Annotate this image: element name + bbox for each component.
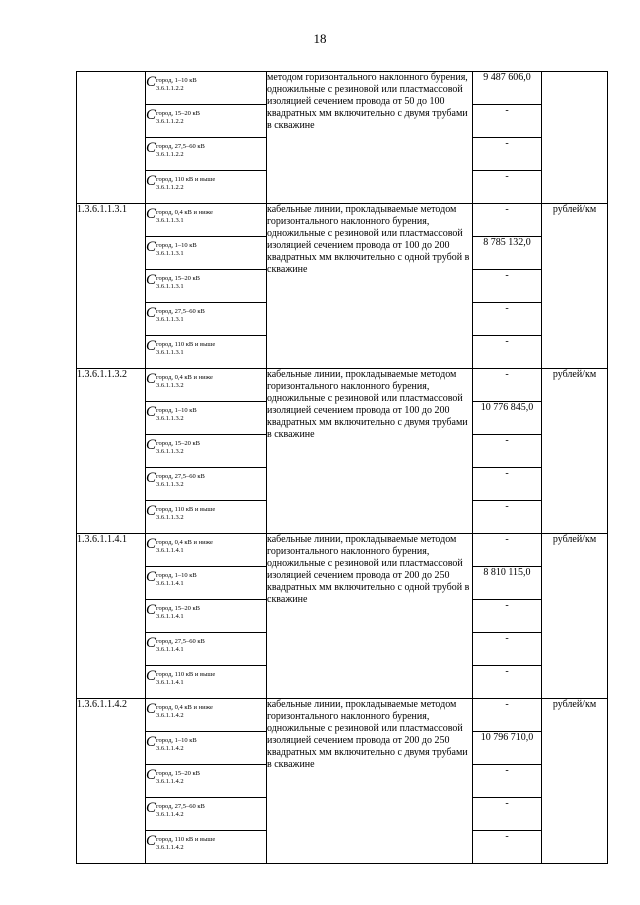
rate-value: 8 810 115,0 [473,567,542,600]
item-code: 1.3.6.1.1.3.2 [77,369,146,534]
formula-superscript: город, 1–10 кВ [156,572,197,579]
formula-superscript: город, 15–20 кВ [156,440,201,447]
formula-symbol: C [146,206,157,222]
item-description: кабельные линии, прокладываемые методом горизонтального наклонного бурения, одножильные с резиновой или пластмассовой изоляцией сечением провода от 100 до 200 квадратных мм включительно с одной трубой в скважине [267,204,473,369]
formula-symbol: C [146,239,157,255]
formula-symbol: C [146,338,157,354]
formula-superscript: город, 0,4 кВ и ниже [156,374,213,381]
rate-formula-cell [146,468,267,501]
formula-indices [156,605,200,621]
item-description: кабельные линии, прокладываемые методом горизонтального наклонного бурения, одножильные с резиновой или пластмассовой изоляцией сечением провода от 100 до 200 квадратных мм включительно с двумя трубами в скважине [267,369,473,534]
rate-value: 10 776 845,0 [473,402,542,435]
formula-indices [156,143,205,159]
formula-symbol: C [146,800,157,816]
formula-subscript: 3.6.1.1.4.1 [156,580,184,587]
rate-formula [146,602,266,621]
formula-superscript: город, 1–10 кВ [156,77,197,84]
rate-formula-cell [146,303,267,336]
formula-indices [156,275,200,291]
rate-formula [146,635,266,654]
rate-formula-cell [146,501,267,534]
rate-formula-cell [146,567,267,600]
formula-indices [156,407,197,423]
formula-subscript: 3.6.1.1.3.1 [156,250,184,257]
formula-symbol: C [146,470,157,486]
formula-subscript: 3.6.1.1.4.2 [156,778,184,785]
rate-formula-cell [146,600,267,633]
rate-formula [146,470,266,489]
rate-formula-cell [146,666,267,699]
formula-symbol: C [146,107,157,123]
formula-subscript: 3.6.1.1.4.1 [156,646,184,653]
rate-formula [146,107,266,126]
formula-indices [156,638,205,654]
formula-symbol: C [146,404,157,420]
formula-subscript: 3.6.1.1.4.1 [156,547,184,554]
rate-formula [146,371,266,390]
formula-indices [156,110,200,126]
rate-formula [146,206,266,225]
formula-indices [156,836,215,852]
rate-formula [146,74,266,93]
rate-formula-cell [146,270,267,303]
formula-symbol: C [146,503,157,519]
formula-subscript: 3.6.1.1.3.1 [156,283,184,290]
rate-formula [146,536,266,555]
formula-subscript: 3.6.1.1.2.2 [156,85,184,92]
formula-subscript: 3.6.1.1.3.2 [156,448,184,455]
rate-value: - [473,600,542,633]
formula-superscript: город, 15–20 кВ [156,275,201,282]
rate-formula [146,800,266,819]
rate-formula [146,437,266,456]
formula-indices [156,770,200,786]
formula-symbol: C [146,272,157,288]
rate-value: 9 487 606,0 [473,72,542,105]
formula-subscript: 3.6.1.1.2.2 [156,118,184,125]
rate-formula [146,140,266,159]
formula-symbol: C [146,602,157,618]
formula-subscript: 3.6.1.1.3.2 [156,514,184,521]
rate-value: - [473,765,542,798]
item-code: 1.3.6.1.1.4.2 [77,699,146,864]
rate-value: - [473,138,542,171]
rate-value: - [473,204,542,237]
formula-symbol: C [146,668,157,684]
formula-subscript: 3.6.1.1.4.1 [156,679,184,686]
item-code [77,72,146,204]
rate-value: - [473,666,542,699]
formula-subscript: 3.6.1.1.4.1 [156,613,184,620]
item-description: кабельные линии, прокладываемые методом горизонтального наклонного бурения, одножильные с резиновой или пластмассовой изоляцией сечением провода от 200 до 250 квадратных мм включительно с одной трубой в скважине [267,534,473,699]
formula-indices [156,737,197,753]
rate-value: - [473,435,542,468]
formula-subscript: 3.6.1.1.3.2 [156,481,184,488]
formula-indices [156,506,215,522]
formula-superscript: город, 27,5–60 кВ [156,143,205,150]
formula-indices [156,242,197,258]
formula-indices [156,803,205,819]
formula-superscript: город, 1–10 кВ [156,242,197,249]
formula-symbol: C [146,173,157,189]
table-row [77,369,608,402]
rates-table-body [77,72,608,864]
formula-subscript: 3.6.1.1.3.1 [156,349,184,356]
formula-indices [156,209,213,225]
formula-superscript: город, 110 кВ и выше [156,176,216,183]
formula-superscript: город, 110 кВ и выше [156,341,216,348]
rate-value: - [473,468,542,501]
formula-superscript: город, 0,4 кВ и ниже [156,209,213,216]
rate-formula-cell [146,72,267,105]
formula-symbol: C [146,536,157,552]
formula-superscript: город, 1–10 кВ [156,407,197,414]
unit-of-measure: рублей/км [542,204,608,369]
rate-formula-cell [146,204,267,237]
table-row [77,204,608,237]
formula-subscript: 3.6.1.1.4.2 [156,811,184,818]
rates-table [76,71,608,864]
rate-value: - [473,171,542,204]
item-description: кабельные линии, прокладываемые методом горизонтального наклонного бурения, одножильные с резиновой или пластмассовой изоляцией сечением провода от 200 до 250 квадратных мм включительно с двумя трубами в скважине [267,699,473,864]
formula-symbol: C [146,767,157,783]
formula-symbol: C [146,371,157,387]
rate-value: - [473,501,542,534]
rate-formula-cell [146,765,267,798]
item-code: 1.3.6.1.1.4.1 [77,534,146,699]
rate-formula-cell [146,402,267,435]
rate-formula [146,503,266,522]
formula-subscript: 3.6.1.1.2.2 [156,151,184,158]
formula-indices [156,539,213,555]
formula-superscript: город, 27,5–60 кВ [156,803,205,810]
rate-formula [146,173,266,192]
formula-subscript: 3.6.1.1.4.2 [156,844,184,851]
formula-superscript: город, 15–20 кВ [156,110,201,117]
formula-superscript: город, 27,5–60 кВ [156,473,205,480]
rate-value: 10 796 710,0 [473,732,542,765]
formula-indices [156,77,197,93]
formula-indices [156,704,213,720]
rate-value: - [473,831,542,864]
formula-subscript: 3.6.1.1.3.1 [156,217,184,224]
page-number: 18 [313,31,327,46]
rate-formula [146,569,266,588]
formula-superscript: город, 15–20 кВ [156,770,201,777]
table-row [77,534,608,567]
rate-value: - [473,699,542,732]
rate-formula-cell [146,138,267,171]
rate-formula-cell [146,732,267,765]
table-row [77,699,608,732]
formula-symbol: C [146,833,157,849]
rate-formula-cell [146,633,267,666]
formula-subscript: 3.6.1.1.2.2 [156,184,184,191]
formula-indices [156,473,205,489]
formula-superscript: город, 27,5–60 кВ [156,638,205,645]
formula-subscript: 3.6.1.1.3.1 [156,316,184,323]
formula-indices [156,440,200,456]
rate-formula [146,833,266,852]
table-row [77,72,608,105]
rate-formula-cell [146,171,267,204]
formula-symbol: C [146,701,157,717]
rate-formula-cell [146,435,267,468]
rate-formula [146,767,266,786]
rate-formula-cell [146,105,267,138]
formula-subscript: 3.6.1.1.3.2 [156,382,184,389]
formula-symbol: C [146,140,157,156]
formula-subscript: 3.6.1.1.4.2 [156,712,184,719]
rate-formula [146,404,266,423]
formula-superscript: город, 0,4 кВ и ниже [156,539,213,546]
formula-subscript: 3.6.1.1.3.2 [156,415,184,422]
formula-superscript: город, 15–20 кВ [156,605,201,612]
formula-superscript: город, 1–10 кВ [156,737,197,744]
rate-formula [146,701,266,720]
formula-superscript: город, 110 кВ и выше [156,671,216,678]
rate-formula-cell [146,336,267,369]
formula-symbol: C [146,74,157,90]
item-description: методом горизонтального наклонного бурения, одножильные с резиновой или пластмассовой изоляцией сечением провода от 50 до 100 квадратных мм включительно с двумя трубами в скважине [267,72,473,204]
rate-value: - [473,270,542,303]
formula-indices [156,341,215,357]
formula-indices [156,308,205,324]
unit-of-measure [542,72,608,204]
unit-of-measure: рублей/км [542,369,608,534]
formula-symbol: C [146,569,157,585]
formula-indices [156,572,197,588]
rate-value: 8 785 132,0 [473,237,542,270]
formula-superscript: город, 110 кВ и выше [156,506,216,513]
formula-superscript: город, 110 кВ и выше [156,836,216,843]
formula-superscript: город, 0,4 кВ и ниже [156,704,213,711]
formula-symbol: C [146,635,157,651]
unit-of-measure: рублей/км [542,534,608,699]
formula-subscript: 3.6.1.1.4.2 [156,745,184,752]
rate-value: - [473,798,542,831]
rate-formula [146,338,266,357]
rate-formula [146,668,266,687]
rate-formula-cell [146,831,267,864]
unit-of-measure: рублей/км [542,699,608,864]
rate-formula [146,734,266,753]
rate-formula-cell [146,369,267,402]
rate-formula-cell [146,534,267,567]
rate-formula-cell [146,237,267,270]
rate-formula-cell [146,699,267,732]
formula-indices [156,374,213,390]
rate-value: - [473,105,542,138]
rate-value: - [473,633,542,666]
rate-value: - [473,534,542,567]
rate-formula [146,239,266,258]
rate-value: - [473,336,542,369]
rate-formula [146,305,266,324]
rate-formula-cell [146,798,267,831]
formula-symbol: C [146,305,157,321]
formula-superscript: город, 27,5–60 кВ [156,308,205,315]
formula-symbol: C [146,437,157,453]
rate-value: - [473,369,542,402]
item-code: 1.3.6.1.1.3.1 [77,204,146,369]
formula-symbol: C [146,734,157,750]
formula-indices [156,176,215,192]
formula-indices [156,671,215,687]
rate-value: - [473,303,542,336]
rate-formula [146,272,266,291]
